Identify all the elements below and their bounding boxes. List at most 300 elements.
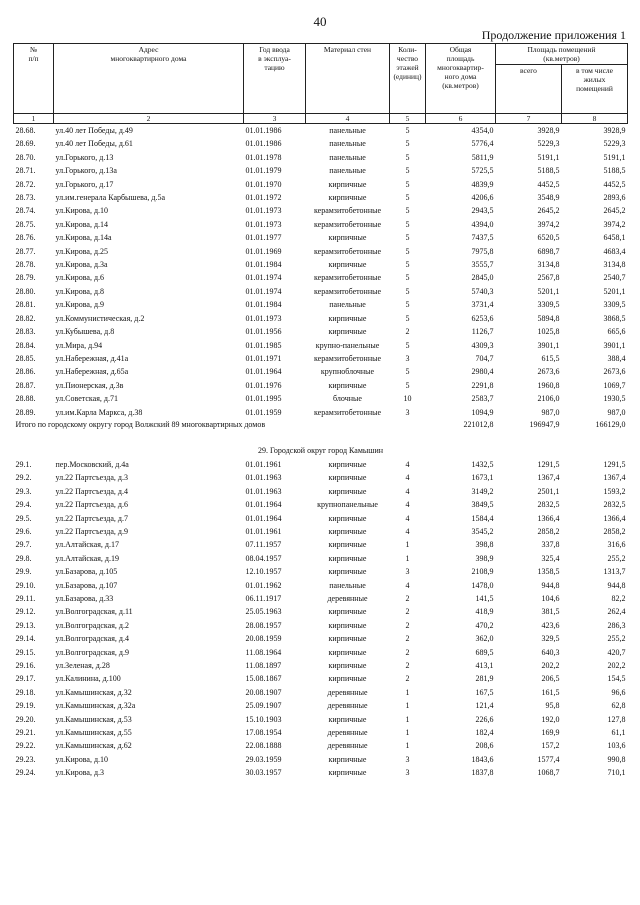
row-number: 29.7.: [15, 540, 32, 550]
row-premises-living: 255,2: [607, 553, 626, 563]
row-address: ул.22 Партсъезда, д.3: [55, 473, 128, 483]
row-total-area: 689,5: [475, 647, 494, 657]
row-material: блочные: [333, 394, 362, 404]
row-premises-total: 192,0: [541, 714, 560, 724]
row-premises-total: 1068,7: [537, 768, 560, 778]
row-premises-total: 2832,5: [537, 500, 560, 510]
row-number: 28.70.: [15, 152, 36, 162]
row-year: 01.01.1969: [245, 246, 282, 256]
row-floors: 3: [405, 407, 410, 417]
row-floors: 4: [405, 500, 410, 510]
row-year: 01.01.1963: [245, 486, 282, 496]
row-year: 01.01.1976: [245, 380, 282, 390]
table-row: [14, 151, 628, 164]
row-premises-total: 325,4: [541, 553, 560, 563]
row-address: ул.Зеленая, д.28: [55, 661, 110, 671]
row-premises-living: 262,4: [607, 607, 626, 617]
row-premises-total: 2645,2: [537, 206, 560, 216]
row-total-area: 5740,3: [471, 286, 494, 296]
row-number: 29.12.: [15, 607, 36, 617]
row-address: ул.Калинина, д.100: [55, 674, 121, 684]
row-material: кирпичные: [328, 513, 367, 523]
header-premises-area: Площадь помещений (кв.метров): [496, 44, 628, 65]
table-row: [14, 258, 628, 271]
row-total-area: 5776,4: [471, 139, 494, 149]
row-year: 01.01.1973: [245, 313, 282, 323]
row-number: 28.71.: [15, 166, 36, 176]
row-material: кирпичные: [328, 473, 367, 483]
row-year: 01.01.1984: [245, 300, 282, 310]
table-row: [14, 753, 628, 766]
row-total-area: 3149,2: [471, 486, 494, 496]
row-number: 29.18.: [15, 687, 36, 697]
row-address: ул.им.Карла Маркса, д.38: [55, 407, 143, 417]
row-year: 07.11.1957: [245, 540, 282, 550]
row-premises-living: 665,6: [607, 327, 626, 337]
column-number: 5: [390, 114, 426, 124]
row-premises-total: 640,3: [541, 647, 560, 657]
row-premises-living: 2645,2: [603, 206, 626, 216]
premises-total-sum: 196947,9: [529, 419, 560, 429]
row-number: 28.89.: [15, 407, 36, 417]
row-floors: 5: [405, 273, 410, 283]
row-material: кирпичные: [328, 486, 367, 496]
row-premises-total: 3974,2: [537, 219, 560, 229]
row-material: кирпичные: [328, 179, 367, 189]
row-premises-total: 2673,6: [537, 367, 560, 377]
row-premises-living: 3901,1: [603, 340, 626, 350]
row-address: ул.Базарова, д.105: [55, 567, 118, 577]
row-material: кирпичные: [328, 327, 367, 337]
row-address: ул.Камышинская, д.62: [55, 741, 132, 751]
table-body-volzhsky: [14, 124, 628, 419]
row-premises-total: 5191,1: [537, 152, 560, 162]
row-premises-total: 5894,8: [537, 313, 560, 323]
row-floors: 2: [405, 674, 410, 684]
row-premises-living: 5201,1: [603, 286, 626, 296]
table-row: [14, 713, 628, 726]
row-material: кирпичные: [328, 193, 367, 203]
row-total-area: 182,4: [475, 728, 494, 738]
row-number: 28.74.: [15, 206, 36, 216]
row-premises-living: 286,3: [607, 620, 626, 630]
row-premises-total: 1960,8: [537, 380, 560, 390]
row-floors: 5: [405, 152, 410, 162]
row-material: кирпичные: [328, 620, 367, 630]
row-total-area: 3849,5: [471, 500, 494, 510]
row-material: кирпичные: [328, 553, 367, 563]
row-number: 28.68.: [15, 126, 36, 135]
row-total-area: 3545,2: [471, 526, 494, 536]
row-material: керамзитобетонные: [313, 246, 382, 256]
table-row: [14, 646, 628, 659]
row-total-area: 4394,0: [471, 219, 494, 229]
row-premises-living: 4452,5: [603, 179, 626, 189]
row-floors: 5: [405, 313, 410, 323]
row-premises-living: 1593,2: [603, 486, 626, 496]
row-total-area: 1478,0: [471, 580, 494, 590]
row-year: 01.01.1961: [245, 459, 282, 469]
row-material: кирпичные: [328, 260, 367, 270]
row-number: 28.82.: [15, 313, 36, 323]
row-address: ул.Кирова, д.14: [55, 219, 109, 229]
table-row: [14, 245, 628, 258]
row-premises-living: 1366,4: [603, 513, 626, 523]
total-row: [14, 419, 628, 444]
row-year: 01.01.1959: [245, 407, 282, 417]
row-premises-living: 5188,5: [603, 166, 626, 176]
row-premises-living: 2893,6: [603, 193, 626, 203]
row-total-area: 2845,0: [471, 273, 494, 283]
row-floors: 2: [405, 661, 410, 671]
table-row: [14, 392, 628, 405]
row-premises-total: 3548,9: [537, 193, 560, 203]
row-number: 29.9.: [15, 567, 32, 577]
row-floors: 5: [405, 300, 410, 310]
row-address: ул.Базарова, д.33: [55, 594, 114, 603]
row-material: деревянные: [327, 741, 368, 751]
row-total-area: 226,6: [475, 714, 494, 724]
table-row: [14, 672, 628, 685]
row-year: 25.09.1907: [245, 701, 282, 711]
appendix-continuation-label: Продолжение приложения 1: [481, 28, 626, 42]
row-premises-living: 990,8: [607, 754, 626, 764]
row-year: 08.04.1957: [245, 553, 282, 563]
row-floors: 5: [405, 367, 410, 377]
row-premises-living: 4683,4: [603, 246, 626, 256]
row-premises-living: 1291,5: [603, 459, 626, 469]
row-address: ул.Камышинская, д.55: [55, 728, 132, 738]
row-material: кирпичные: [328, 233, 367, 243]
row-total-area: 4206,6: [471, 193, 494, 203]
row-material: панельные: [329, 139, 366, 149]
row-total-area: 418,9: [475, 607, 494, 617]
row-floors: 3: [405, 567, 410, 577]
row-number: 28.84.: [15, 340, 36, 350]
row-total-area: 5811,9: [471, 152, 494, 162]
row-year: 01.01.1961: [245, 526, 282, 536]
row-address: ул.Кирова, д.3а: [55, 260, 108, 270]
row-total-area: 141,5: [475, 594, 494, 603]
section-row: [14, 444, 628, 458]
row-premises-total: 5201,1: [537, 286, 560, 296]
row-year: 01.01.1972: [245, 193, 282, 203]
row-material: панельные: [329, 152, 366, 162]
row-address: ул.40 лет Победы, д.49: [55, 126, 133, 135]
row-premises-total: 2501,1: [537, 486, 560, 496]
header-floors: Коли- чество этажей (единиц): [390, 44, 426, 114]
row-total-area: 1094,9: [471, 407, 494, 417]
row-premises-living: 3974,2: [603, 219, 626, 229]
row-year: 01.01.1995: [245, 394, 282, 404]
header-premises-total: всего: [496, 65, 562, 114]
row-number: 28.73.: [15, 193, 36, 203]
table-row: [14, 285, 628, 298]
table-row: [14, 231, 628, 244]
row-material: крупнопанельные: [317, 500, 378, 510]
row-floors: 1: [405, 714, 410, 724]
table-row: [14, 766, 628, 779]
row-total-area: 281,9: [475, 674, 494, 684]
row-premises-living: 316,6: [607, 540, 626, 550]
row-floors: 2: [405, 634, 410, 644]
row-number: 29.15.: [15, 647, 36, 657]
row-floors: 3: [405, 353, 410, 363]
row-premises-total: 3309,5: [537, 300, 560, 310]
row-address: ул.Кирова, д.6: [55, 273, 105, 283]
row-material: кирпичные: [328, 714, 367, 724]
row-premises-living: 103,6: [607, 741, 626, 751]
row-total-area: 3555,7: [471, 260, 494, 270]
row-year: 01.01.1973: [245, 219, 282, 229]
row-material: деревянные: [327, 728, 368, 738]
row-premises-total: 3901,1: [537, 340, 560, 350]
row-material: кирпичные: [328, 607, 367, 617]
row-material: крупноблочные: [320, 367, 375, 377]
row-number: 28.79.: [15, 273, 36, 283]
row-premises-total: 2106,0: [537, 394, 560, 404]
row-premises-living: 944,8: [607, 580, 626, 590]
row-floors: 1: [405, 728, 410, 738]
row-premises-total: 4452,5: [537, 179, 560, 189]
column-number: 6: [426, 114, 496, 124]
row-premises-living: 987,0: [607, 407, 626, 417]
row-year: 11.08.1964: [245, 647, 282, 657]
table-row: [14, 271, 628, 284]
row-year: 22.08.1888: [245, 741, 282, 751]
header-premises-living: в том числе жилых помещений: [562, 65, 628, 114]
row-premises-living: 3134,8: [603, 260, 626, 270]
table-row: [14, 137, 628, 150]
row-premises-living: 5229,3: [603, 139, 626, 149]
table-row: [14, 632, 628, 645]
row-address: ул.Кирова, д.10: [55, 206, 109, 216]
row-year: 01.01.1964: [245, 513, 282, 523]
row-floors: 2: [405, 620, 410, 630]
row-material: кирпичные: [328, 634, 367, 644]
row-year: 01.01.1964: [245, 500, 282, 510]
row-floors: 4: [405, 526, 410, 536]
row-number: 29.16.: [15, 661, 36, 671]
header-num: № п/п: [14, 44, 54, 114]
row-premises-total: 381,5: [541, 607, 560, 617]
row-premises-total: 3928,9: [537, 126, 560, 135]
header-material: Материал стен: [306, 44, 390, 114]
row-premises-living: 255,2: [607, 634, 626, 644]
row-material: панельные: [329, 166, 366, 176]
row-address: ул.Мира, д.94: [55, 340, 103, 350]
row-premises-total: 1291,5: [537, 459, 560, 469]
row-year: 01.01.1984: [245, 260, 282, 270]
row-number: 29.1.: [15, 459, 32, 469]
row-total-area: 7437,5: [471, 233, 494, 243]
row-floors: 5: [405, 219, 410, 229]
row-number: 29.8.: [15, 553, 32, 563]
row-floors: 10: [403, 394, 412, 404]
row-material: кирпичные: [328, 526, 367, 536]
row-material: кирпичные: [328, 459, 367, 469]
row-year: 20.08.1907: [245, 687, 282, 697]
row-address: ул.Набережная, д.65а: [55, 367, 129, 377]
row-address: ул.Кирова, д.8: [55, 286, 105, 296]
row-number: 29.20.: [15, 714, 36, 724]
row-total-area: 1432,5: [471, 459, 494, 469]
row-material: керамзитобетонные: [313, 286, 382, 296]
table-row: [14, 699, 628, 712]
row-material: кирпичные: [328, 647, 367, 657]
row-number: 29.17.: [15, 674, 36, 684]
row-premises-total: 1025,8: [537, 327, 560, 337]
row-floors: 4: [405, 459, 410, 469]
row-total-area: 6253,6: [471, 313, 494, 323]
row-total-area: 1843,6: [471, 754, 494, 764]
row-total-area: 1837,8: [471, 768, 494, 778]
row-floors: 5: [405, 286, 410, 296]
row-number: 29.19.: [15, 701, 36, 711]
apartment-buildings-table: [13, 43, 628, 780]
row-premises-living: 127,8: [607, 714, 626, 724]
header-year: Год ввода в эксплуа- тацию: [244, 44, 306, 114]
row-total-area: 2108,9: [471, 567, 494, 577]
header-total-area: Общая площадь многоквартир- ного дома (кв.метров): [426, 44, 496, 114]
page-number: 40: [313, 14, 327, 29]
row-total-area: 1673,1: [471, 473, 494, 483]
row-premises-living: 2858,2: [603, 526, 626, 536]
row-premises-living: 3868,5: [603, 313, 626, 323]
row-address: ул.Кубышева, д.8: [55, 327, 115, 337]
row-number: 28.83.: [15, 327, 36, 337]
row-premises-total: 944,8: [541, 580, 560, 590]
row-material: керамзитобетонные: [313, 407, 382, 417]
row-premises-living: 1313,7: [603, 567, 626, 577]
table-body-total: [14, 419, 628, 458]
table-row: [14, 325, 628, 338]
row-premises-living: 202,2: [607, 661, 626, 671]
row-floors: 5: [405, 139, 410, 149]
row-floors: 1: [405, 741, 410, 751]
row-total-area: 1584,4: [471, 513, 494, 523]
row-premises-living: 1930,5: [603, 394, 626, 404]
table-row: [14, 124, 628, 138]
row-total-area: 2291,8: [471, 380, 494, 390]
row-floors: 4: [405, 580, 410, 590]
row-number: 29.23.: [15, 754, 36, 764]
table-row: [14, 379, 628, 392]
column-number: 4: [306, 114, 390, 124]
column-number: 2: [54, 114, 244, 124]
row-floors: 5: [405, 246, 410, 256]
row-year: 29.03.1959: [245, 754, 282, 764]
table-row: [14, 204, 628, 217]
table-row: [14, 538, 628, 551]
row-premises-total: 5229,3: [537, 139, 560, 149]
row-total-area: 7975,8: [471, 246, 494, 256]
row-address: ул.Алтайская, д.17: [55, 540, 119, 550]
table-row: [14, 458, 628, 471]
row-address: ул.Кирова, д.14а: [55, 233, 112, 243]
row-address: ул.22 Партсъезда, д.9: [55, 526, 128, 536]
row-address: ул.Пионерская, д.3в: [55, 380, 124, 390]
row-premises-total: 423,6: [541, 620, 560, 630]
row-floors: 5: [405, 380, 410, 390]
row-year: 12.10.1957: [245, 567, 282, 577]
row-number: 28.72.: [15, 179, 36, 189]
table-row: [14, 686, 628, 699]
row-number: 28.86.: [15, 367, 36, 377]
row-year: 20.08.1959: [245, 634, 282, 644]
table-row: [14, 471, 628, 484]
row-premises-total: 169,9: [541, 728, 560, 738]
row-premises-living: 2673,6: [603, 367, 626, 377]
table-row: [14, 565, 628, 578]
row-address: ул.Набережная, д.41а: [55, 353, 129, 363]
row-material: керамзитобетонные: [313, 353, 382, 363]
column-number: 1: [14, 114, 54, 124]
row-number: 28.77.: [15, 246, 36, 256]
row-number: 28.80.: [15, 286, 36, 296]
row-premises-total: 1367,4: [537, 473, 560, 483]
row-material: кирпичные: [328, 567, 367, 577]
row-premises-total: 6520,5: [537, 233, 560, 243]
row-year: 01.01.1970: [245, 179, 282, 189]
premises-living-sum: 166129,0: [595, 419, 626, 429]
row-premises-total: 337,8: [541, 540, 560, 550]
row-address: ул.Волгоградская, д.4: [55, 634, 129, 644]
row-address: ул.Горького, д.13: [55, 152, 114, 162]
row-year: 01.01.1962: [245, 580, 282, 590]
row-year: 01.01.1985: [245, 340, 282, 350]
row-material: кирпичные: [328, 380, 367, 390]
row-floors: 4: [405, 486, 410, 496]
row-number: 29.14.: [15, 634, 36, 644]
row-premises-living: 710,1: [607, 768, 626, 778]
row-year: 25.05.1963: [245, 607, 282, 617]
row-number: 28.75.: [15, 219, 36, 229]
row-number: 28.81.: [15, 300, 36, 310]
row-address: ул.Камышинская, д.32а: [55, 701, 136, 711]
row-number: 29.24.: [15, 768, 36, 778]
row-number: 28.69.: [15, 139, 36, 149]
row-address: ул.Алтайская, д.19: [55, 553, 119, 563]
row-premises-total: 206,5: [541, 674, 560, 684]
row-premises-total: 1358,5: [537, 567, 560, 577]
row-premises-living: 1069,7: [603, 380, 626, 390]
row-address: ул.22 Партсъезда, д.6: [55, 500, 128, 510]
row-address: ул.22 Партсъезда, д.4: [55, 486, 128, 496]
table-row: [14, 552, 628, 565]
row-floors: 2: [405, 327, 410, 337]
header-address: Адрес многоквартирного дома: [54, 44, 244, 114]
table-row: [14, 726, 628, 739]
column-number: 3: [244, 114, 306, 124]
row-floors: 5: [405, 233, 410, 243]
row-address: ул.Волгоградская, д.2: [55, 620, 129, 630]
row-year: 01.01.1971: [245, 353, 282, 363]
row-total-area: 2583,7: [471, 394, 494, 404]
row-premises-living: 2832,5: [603, 500, 626, 510]
row-floors: 5: [405, 206, 410, 216]
column-number: 7: [496, 114, 562, 124]
row-premises-living: 5191,1: [603, 152, 626, 162]
row-year: 30.03.1957: [245, 768, 282, 778]
row-premises-total: 95,8: [545, 701, 560, 711]
row-premises-total: 3134,8: [537, 260, 560, 270]
row-premises-living: 61,1: [611, 728, 626, 738]
row-year: 15.10.1903: [245, 714, 282, 724]
row-total-area: 2943,5: [471, 206, 494, 216]
row-year: 06.11.1917: [245, 594, 282, 603]
row-number: 29.5.: [15, 513, 32, 523]
